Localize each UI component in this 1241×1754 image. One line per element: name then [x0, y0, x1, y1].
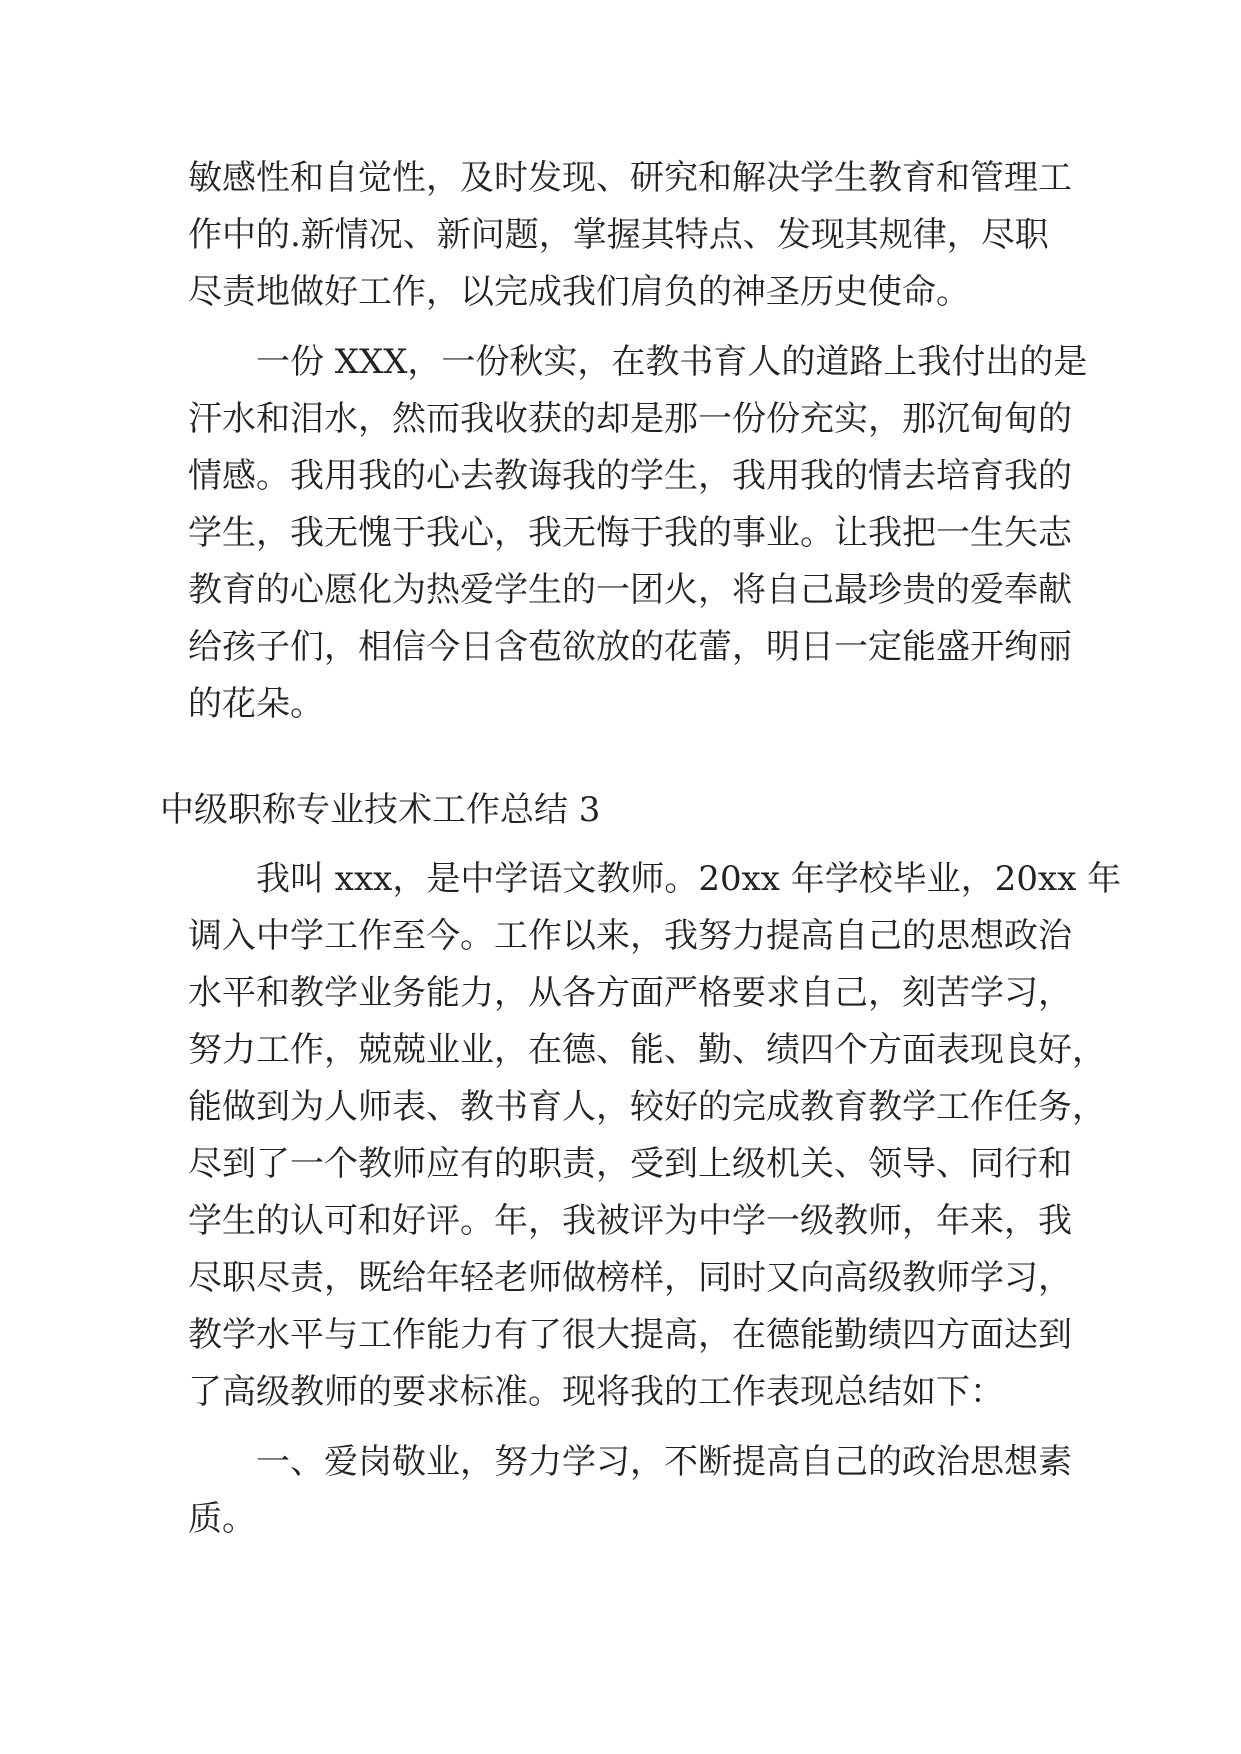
paragraph-2-line-7: 的花朵。	[188, 684, 324, 724]
paragraph-3-line-9: 教学水平与工作能力有了很大提高，在德能勤绩四方面达到	[188, 1315, 1072, 1355]
paragraph-3-line-4: 努力工作，兢兢业业，在德、能、勤、绩四个方面表现良好，	[188, 1030, 1106, 1070]
paragraph-2-line-4: 学生，我无愧于我心，我无悔于我的事业。让我把一生矢志	[188, 513, 1072, 553]
paragraph-2-line-6: 给孩子们，相信今日含苞欲放的花蕾，明日一定能盛开绚丽	[188, 627, 1072, 667]
paragraph-3-line-10: 了高级教师的要求标准。现将我的工作表现总结如下：	[188, 1372, 1004, 1412]
paragraph-3-line-2: 调入中学工作至今。工作以来，我努力提高自己的思想政治	[188, 916, 1072, 956]
paragraph-1-line-1: 敏感性和自觉性，及时发现、研究和解决学生教育和管理工	[188, 158, 1072, 198]
paragraph-3-line-6: 尽到了一个教师应有的职责，受到上级机关、领导、同行和	[188, 1144, 1072, 1184]
paragraph-3-line-7: 学生的认可和好评。年，我被评为中学一级教师，年来，我	[188, 1201, 1072, 1241]
paragraph-3-line-8: 尽职尽责，既给年轻老师做榜样，同时又向高级教师学习，	[188, 1258, 1072, 1298]
paragraph-4-line-2: 质。	[188, 1499, 256, 1539]
paragraph-1-line-3: 尽责地做好工作，以完成我们肩负的神圣历史使命。	[188, 272, 970, 312]
paragraph-2-line-5: 教育的心愿化为热爱学生的一团火，将自己最珍贵的爱奉献	[188, 570, 1072, 610]
paragraph-2-line-1: 一份 XXX，一份秋实，在教书育人的道路上我付出的是	[256, 342, 1088, 382]
paragraph-2-line-2: 汗水和泪水，然而我收获的却是那一份份充实，那沉甸甸的	[188, 399, 1072, 439]
paragraph-3-line-1: 我叫 xxx，是中学语文教师。20xx 年学校毕业，20xx 年	[256, 859, 1122, 899]
paragraph-1-line-2: 作中的.新情况、新问题，掌握其特点、发现其规律，尽职	[188, 215, 1049, 255]
section-heading: 中级职称专业技术工作总结 3	[160, 790, 601, 830]
paragraph-2-line-3: 情感。我用我的心去教诲我的学生，我用我的情去培育我的	[188, 456, 1072, 496]
paragraph-3-line-3: 水平和教学业务能力，从各方面严格要求自己，刻苦学习，	[188, 973, 1072, 1013]
paragraph-3-line-5: 能做到为人师表、教书育人，较好的完成教育教学工作任务，	[188, 1087, 1106, 1127]
paragraph-4-line-1: 一、爱岗敬业，努力学习，不断提高自己的政治思想素	[256, 1442, 1072, 1482]
